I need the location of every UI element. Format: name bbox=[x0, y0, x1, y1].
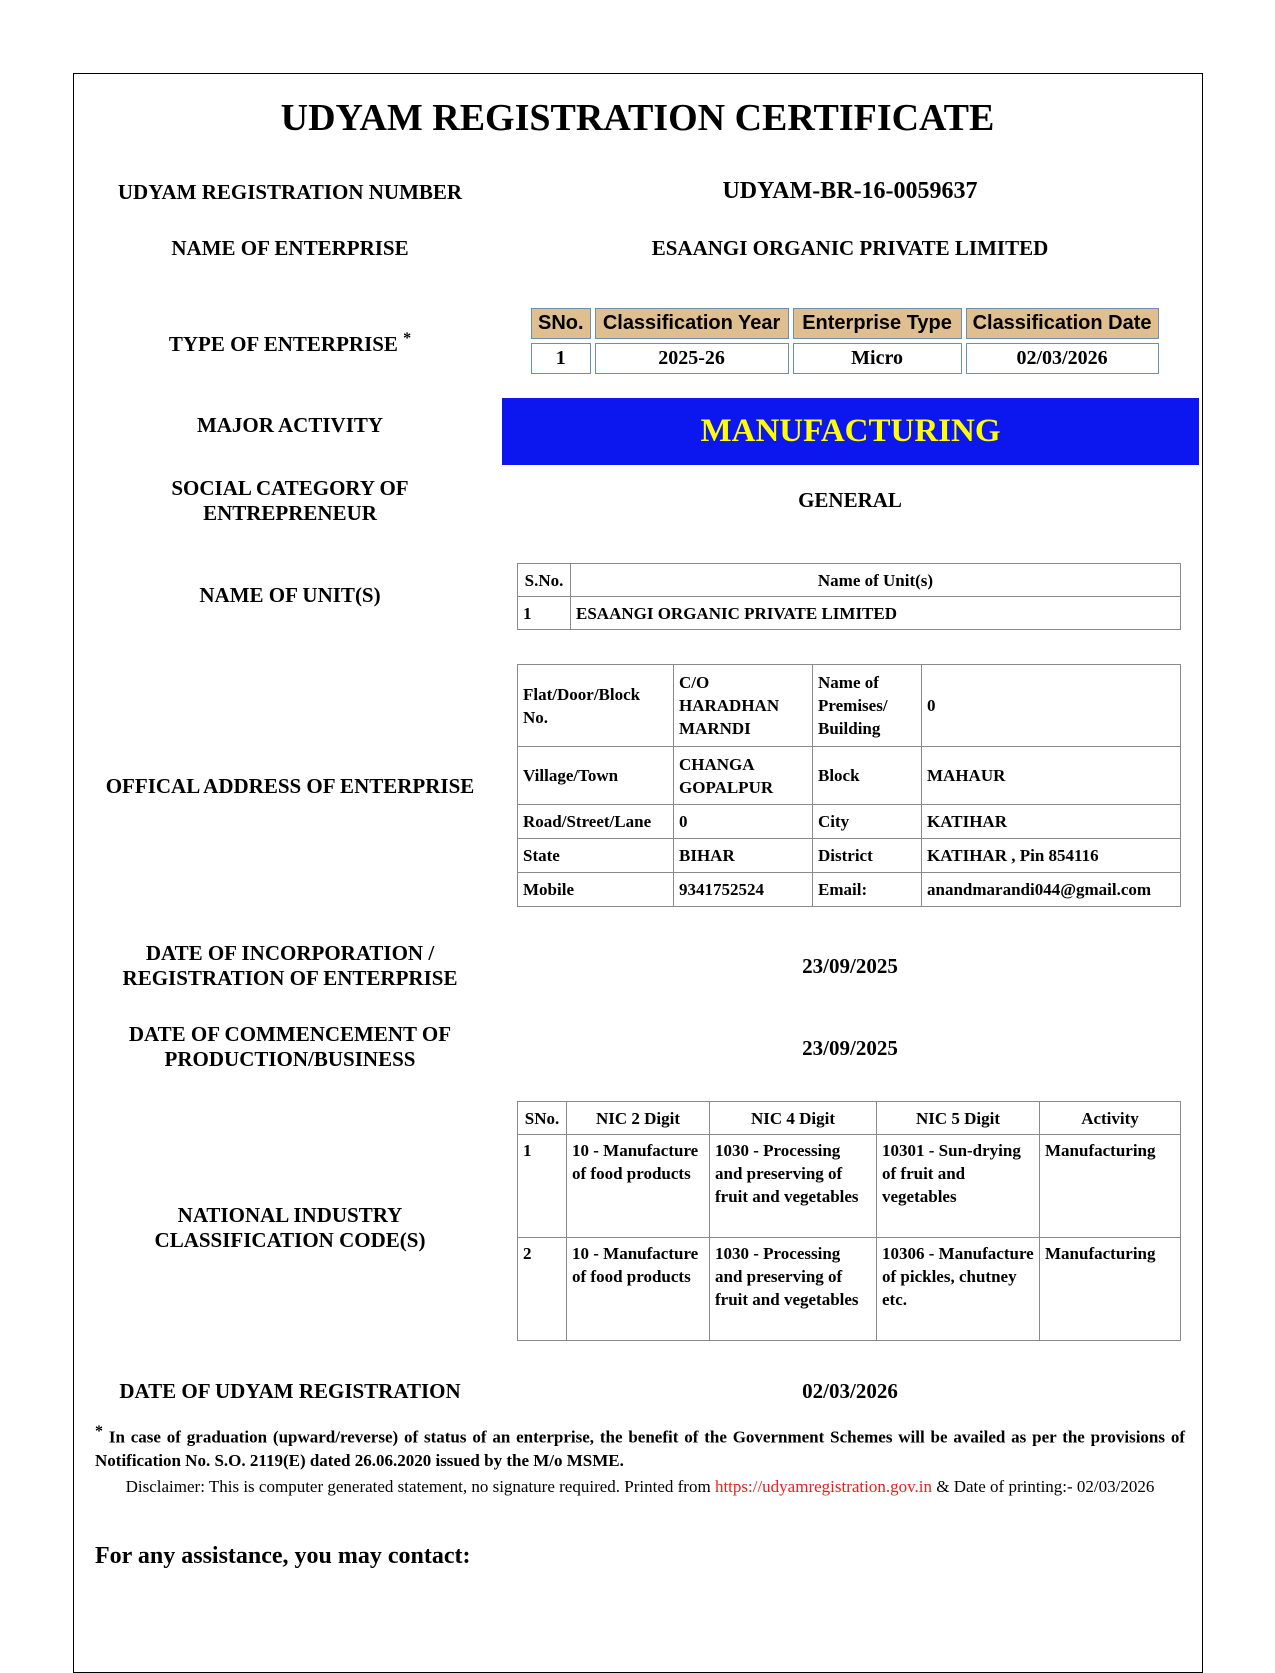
address-cell: CHANGA GOPALPUR bbox=[674, 747, 813, 805]
nic-cell: 10 - Manufacture of food products bbox=[567, 1238, 710, 1341]
commencement-label-line2: PRODUCTION/BUSINESS bbox=[164, 1047, 416, 1071]
units-cell: ESAANGI ORGANIC PRIVATE LIMITED bbox=[571, 597, 1181, 630]
udyam-date-value: 02/03/2026 bbox=[802, 1379, 898, 1403]
units-header-cell: S.No. bbox=[518, 564, 571, 597]
commencement-value: 23/09/2025 bbox=[802, 1036, 898, 1060]
classification-header-cell: SNo. bbox=[531, 308, 591, 339]
classification-cell: 2025-26 bbox=[595, 343, 789, 374]
note-text: In case of graduation (upward/reverse) of status of an enterprise, the benefit of the Government Schemes will be availed as per the provisions of Notification No. S.O. 2119(E) dated 26.06.2020 issued by the M/o MSME. bbox=[95, 1427, 1186, 1470]
disclaimer-print-date: & Date of printing:- 02/03/2026 bbox=[931, 1477, 1155, 1496]
classification-row bbox=[531, 343, 1159, 374]
nic-table bbox=[517, 1101, 1181, 1341]
nic-header-cell: NIC 4 Digit bbox=[710, 1102, 877, 1135]
nic-label-line2: CLASSIFICATION CODE(S) bbox=[154, 1228, 426, 1252]
classification-cell: 1 bbox=[531, 343, 591, 374]
classification-header-cell: Classification Date bbox=[966, 308, 1159, 339]
address-cell: 0 bbox=[922, 665, 1181, 747]
nic-cell: 1 bbox=[518, 1135, 567, 1238]
email-cell: anandmarandi044@gmail.com bbox=[922, 873, 1181, 907]
commencement-label-line1: DATE OF COMMENCEMENT OF bbox=[128, 1022, 452, 1046]
nic-cell: Manufacturing bbox=[1040, 1135, 1181, 1238]
social-category-value: GENERAL bbox=[798, 488, 902, 512]
nic-cell: 10 - Manufacture of food products bbox=[567, 1135, 710, 1238]
nic-cell: 1030 - Processing and preserving of fruit and vegetables bbox=[710, 1135, 877, 1238]
address-row bbox=[518, 805, 1181, 839]
classification-cell: Micro bbox=[793, 343, 962, 374]
address-cell: 0 bbox=[674, 805, 813, 839]
social-category-label bbox=[90, 476, 490, 526]
commencement-label bbox=[90, 1022, 490, 1072]
incorporation-value: 23/09/2025 bbox=[802, 954, 898, 978]
nic-cell: Manufacturing bbox=[1040, 1238, 1181, 1341]
address-row bbox=[518, 665, 1181, 747]
address-cell: C/O HARADHAN MARNDI bbox=[674, 665, 813, 747]
address-label: OFFICAL ADDRESS OF ENTERPRISE bbox=[105, 774, 475, 798]
address-cell: KATIHAR bbox=[922, 805, 1181, 839]
social-category-label-line2: ENTREPRENEUR bbox=[203, 501, 377, 525]
udyam-portal-link[interactable]: https://udyamregistration.gov.in bbox=[714, 1477, 932, 1496]
nic-header-cell: Activity bbox=[1040, 1102, 1181, 1135]
classification-table bbox=[527, 304, 1163, 378]
nic-cell: 10301 - Sun-drying of fruit and vegetables bbox=[877, 1135, 1040, 1238]
nic-header-row bbox=[518, 1102, 1181, 1135]
address-cell: City bbox=[813, 805, 922, 839]
assistance-heading: For any assistance, you may contact: bbox=[95, 1543, 471, 1569]
nic-header-cell: NIC 5 Digit bbox=[877, 1102, 1040, 1135]
units-row bbox=[518, 597, 1181, 630]
disclaimer-text: Disclaimer: This is computer generated statement, no signature required. Printed from bbox=[125, 1477, 715, 1496]
address-cell: District bbox=[813, 839, 922, 873]
asterisk-mark: * bbox=[403, 330, 412, 347]
nic-header-cell: SNo. bbox=[518, 1102, 567, 1135]
graduation-note bbox=[95, 1420, 1185, 1472]
address-cell: State bbox=[518, 839, 674, 873]
classification-header-cell: Classification Year bbox=[595, 308, 789, 339]
address-cell: Name of Premises/ Building bbox=[813, 665, 922, 747]
major-activity-banner: MANUFACTURING bbox=[502, 398, 1199, 465]
reg-number-value: UDYAM-BR-16-0059637 bbox=[722, 178, 978, 204]
nic-label bbox=[90, 1203, 490, 1253]
address-row bbox=[518, 747, 1181, 805]
type-of-enterprise-label bbox=[90, 326, 490, 357]
incorporation-label-line1: DATE OF INCORPORATION / bbox=[145, 941, 435, 965]
units-table bbox=[517, 563, 1181, 630]
address-cell: BIHAR bbox=[674, 839, 813, 873]
enterprise-name-label: NAME OF ENTERPRISE bbox=[171, 236, 409, 260]
classification-header-row bbox=[531, 308, 1159, 339]
address-cell: Block bbox=[813, 747, 922, 805]
nic-cell: 2 bbox=[518, 1238, 567, 1341]
nic-row bbox=[518, 1238, 1181, 1341]
social-category-label-line1: SOCIAL CATEGORY OF bbox=[171, 476, 409, 500]
units-header-cell: Name of Unit(s) bbox=[571, 564, 1181, 597]
address-cell: Village/Town bbox=[518, 747, 674, 805]
units-header-row bbox=[518, 564, 1181, 597]
classification-header-cell: Enterprise Type bbox=[793, 308, 962, 339]
units-label: NAME OF UNIT(S) bbox=[199, 583, 381, 607]
major-activity-label: MAJOR ACTIVITY bbox=[196, 413, 384, 437]
address-cell: Flat/Door/Block No. bbox=[518, 665, 674, 747]
disclaimer bbox=[110, 1475, 1170, 1498]
address-cell: KATIHAR , Pin 854116 bbox=[922, 839, 1181, 873]
address-row bbox=[518, 839, 1181, 873]
address-cell: MAHAUR bbox=[922, 747, 1181, 805]
incorporation-label bbox=[90, 941, 490, 991]
address-cell: Road/Street/Lane bbox=[518, 805, 674, 839]
nic-cell: 10306 - Manufacture of pickles, chutney etc. bbox=[877, 1238, 1040, 1341]
note-asterisk: * bbox=[95, 1423, 103, 1440]
nic-cell: 1030 - Processing and preserving of fruit and vegetables bbox=[710, 1238, 877, 1341]
reg-number-label: UDYAM REGISTRATION NUMBER bbox=[117, 180, 463, 204]
address-cell: Email: bbox=[813, 873, 922, 907]
type-label-text: TYPE OF ENTERPRISE bbox=[168, 332, 398, 356]
nic-header-cell: NIC 2 Digit bbox=[567, 1102, 710, 1135]
address-cell: Mobile bbox=[518, 873, 674, 907]
certificate-title: UDYAM REGISTRATION CERTIFICATE bbox=[280, 97, 995, 139]
udyam-date-label: DATE OF UDYAM REGISTRATION bbox=[119, 1379, 461, 1403]
address-row bbox=[518, 873, 1181, 907]
units-cell: 1 bbox=[518, 597, 571, 630]
incorporation-label-line2: REGISTRATION OF ENTERPRISE bbox=[122, 966, 458, 990]
enterprise-name-value: ESAANGI ORGANIC PRIVATE LIMITED bbox=[651, 236, 1049, 260]
nic-row bbox=[518, 1135, 1181, 1238]
classification-cell: 02/03/2026 bbox=[966, 343, 1159, 374]
address-cell: 9341752524 bbox=[674, 873, 813, 907]
address-table bbox=[517, 664, 1181, 907]
nic-label-line1: NATIONAL INDUSTRY bbox=[177, 1203, 403, 1227]
